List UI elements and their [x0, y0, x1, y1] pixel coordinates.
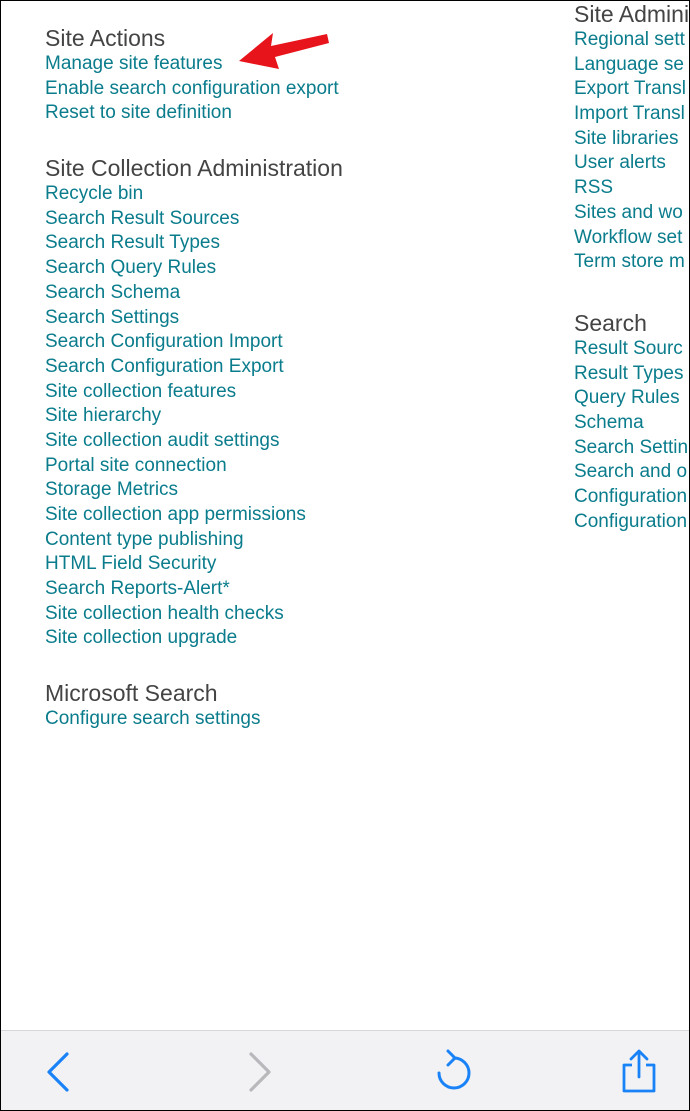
chevron-left-icon	[38, 1049, 82, 1093]
link-rss[interactable]: RSS	[574, 177, 614, 199]
link-configuration[interactable]: Configuration	[574, 510, 688, 532]
link-search-settin[interactable]: Search Settin	[574, 436, 689, 458]
link-configure-search-settings[interactable]: Configure search settings	[45, 708, 261, 730]
bottom-toolbar	[1, 1030, 689, 1111]
section-heading: Search	[574, 309, 647, 336]
link-site-collection-audit-settings[interactable]: Site collection audit settings	[45, 429, 280, 451]
link-manage-site-features[interactable]: Manage site features	[45, 53, 223, 74]
section-heading: Site Collection Administration	[45, 155, 343, 182]
forward-button[interactable]	[238, 1049, 282, 1093]
link-portal-site-connection[interactable]: Portal site connection	[45, 454, 227, 476]
link-site-collection-health-checks[interactable]: Site collection health checks	[45, 602, 284, 624]
link-result-types[interactable]: Result Types	[574, 362, 684, 384]
link-html-field-security[interactable]: HTML Field Security	[45, 553, 217, 575]
link-list	[45, 707, 545, 732]
section-site-collection-administration	[45, 154, 545, 651]
link-result-sourc[interactable]: Result Sourc	[574, 337, 683, 359]
link-list	[574, 337, 689, 535]
link-site-collection-app-permissions[interactable]: Site collection app permissions	[45, 504, 306, 525]
link-export-transl[interactable]: Export Transl	[574, 78, 686, 100]
link-term-store-m[interactable]: Term store m	[574, 251, 685, 273]
link-content-type-publishing[interactable]: Content type publishing	[45, 528, 244, 550]
link-list	[574, 28, 689, 275]
link-search-settings[interactable]: Search Settings	[45, 306, 180, 328]
section-heading: Site Actions	[45, 25, 166, 51]
link-search-schema[interactable]: Search Schema	[45, 281, 181, 303]
link-workflow-set[interactable]: Workflow set	[574, 226, 683, 248]
left-column	[45, 24, 545, 760]
link-site-hierarchy[interactable]: Site hierarchy	[45, 405, 162, 427]
link-language-se[interactable]: Language se	[574, 53, 684, 75]
link-site-collection-features[interactable]: Site collection features	[45, 380, 237, 402]
section-search	[574, 309, 689, 535]
right-column	[574, 1, 689, 568]
settings-page	[1, 1, 689, 1029]
link-search-result-types[interactable]: Search Result Types	[45, 232, 220, 254]
section-heading: Microsoft Search	[45, 680, 218, 707]
share-button[interactable]	[618, 1049, 662, 1093]
link-user-alerts[interactable]: User alerts	[574, 152, 666, 174]
link-query-rules[interactable]: Query Rules	[574, 387, 680, 409]
link-list	[45, 182, 545, 651]
link-recycle-bin[interactable]: Recycle bin	[45, 183, 144, 205]
link-regional-sett[interactable]: Regional sett	[574, 29, 685, 50]
section-heading: Site Admini	[574, 1, 689, 27]
link-search-result-sources[interactable]: Search Result Sources	[45, 207, 240, 229]
reload-button[interactable]	[430, 1049, 474, 1093]
link-search-configuration-export[interactable]: Search Configuration Export	[45, 355, 284, 377]
reload-icon	[430, 1049, 474, 1093]
link-search-configuration-import[interactable]: Search Configuration Import	[45, 331, 283, 353]
link-site-collection-upgrade[interactable]: Site collection upgrade	[45, 627, 238, 649]
red-arrow-icon	[233, 27, 333, 73]
link-search-and-o[interactable]: Search and o	[574, 461, 688, 483]
link-reset-to-site-definition[interactable]: Reset to site definition	[45, 102, 232, 124]
link-schema[interactable]: Schema	[574, 411, 644, 433]
link-import-transl[interactable]: Import Transl	[574, 103, 685, 125]
link-enable-search-configuration-export[interactable]: Enable search configuration export	[45, 77, 339, 99]
back-button[interactable]	[38, 1049, 82, 1093]
section-microsoft-search	[45, 679, 545, 732]
chevron-right-icon	[238, 1049, 282, 1093]
link-storage-metrics[interactable]: Storage Metrics	[45, 479, 179, 501]
link-configuration[interactable]: Configuration	[574, 486, 688, 507]
share-icon	[618, 1049, 662, 1093]
link-sites-and-wo[interactable]: Sites and wo	[574, 201, 683, 223]
link-search-reports-alert[interactable]: Search Reports-Alert*	[45, 578, 230, 600]
link-search-query-rules[interactable]: Search Query Rules	[45, 257, 217, 279]
link-site-libraries[interactable]: Site libraries	[574, 127, 679, 149]
section-site-admini	[574, 1, 689, 275]
